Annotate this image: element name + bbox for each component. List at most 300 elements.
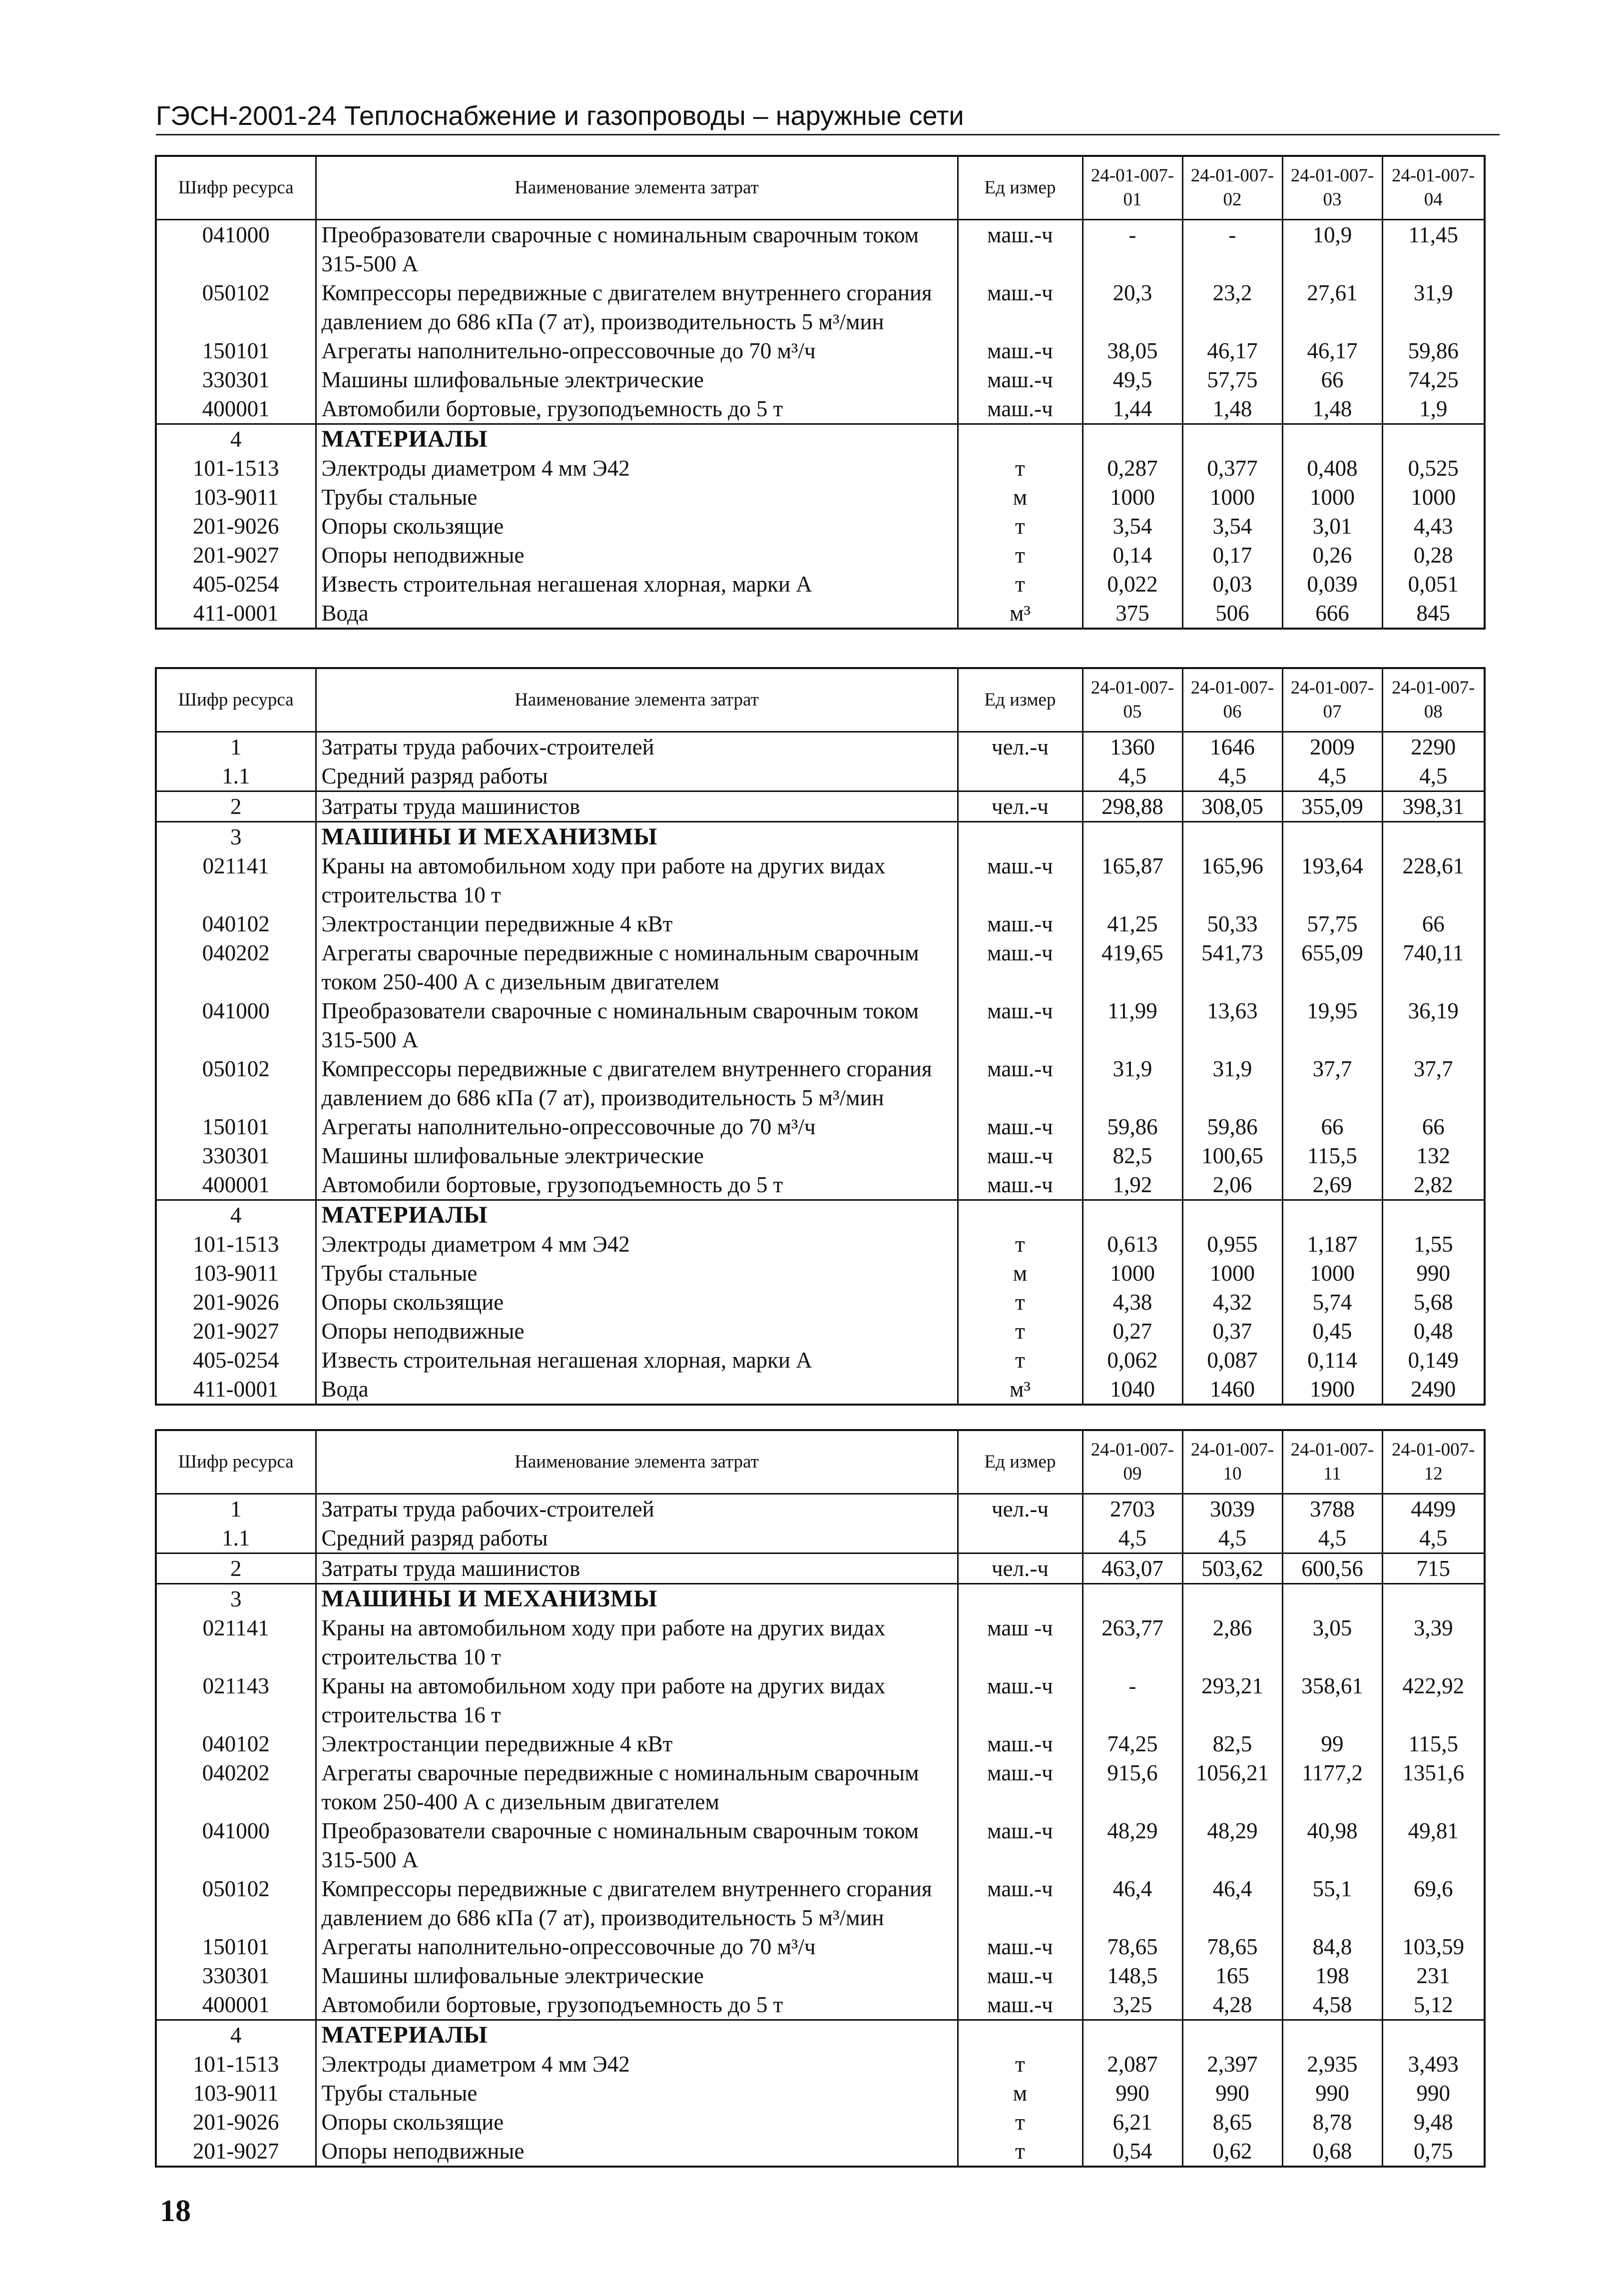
value-cell: [1282, 424, 1382, 454]
value-cell: 40,98: [1282, 1816, 1382, 1874]
value-cell: [1182, 822, 1282, 852]
table-row: [156, 1112, 1485, 1141]
value-cell: 165,96: [1182, 851, 1282, 909]
value-cell: 74,25: [1382, 365, 1485, 394]
resource-code: 201-9026: [156, 2108, 316, 2137]
table-row: [156, 1671, 1485, 1729]
value-cell: 298,88: [1083, 791, 1182, 822]
table-row: [156, 1288, 1485, 1317]
header-norm-code: 24-01-007-12: [1382, 1430, 1485, 1494]
table-row: [156, 336, 1485, 365]
value-cell: 0,28: [1382, 541, 1485, 570]
resource-code: 400001: [156, 394, 316, 424]
resource-name: Автомобили бортовые, грузоподъемность до 5 т: [316, 1170, 958, 1200]
value-cell: 27,61: [1282, 278, 1382, 336]
resource-code: 2: [156, 791, 316, 822]
value-cell: 0,48: [1382, 1317, 1485, 1346]
resource-name: Агрегаты наполнительно-опрессовочные до 70 м³/ч: [316, 336, 958, 365]
table-header-row: [156, 156, 1485, 220]
table-row: [156, 541, 1485, 570]
resource-code: 4: [156, 2020, 316, 2050]
value-cell: 0,149: [1382, 1346, 1485, 1375]
value-cell: 193,64: [1282, 851, 1382, 909]
table-row: [156, 1230, 1485, 1259]
unit-cell: чел.-ч: [958, 791, 1083, 822]
value-cell: 1000: [1083, 1259, 1182, 1288]
value-cell: 4,5: [1282, 1524, 1382, 1553]
value-cell: 1351,6: [1382, 1758, 1485, 1816]
resource-name: Компрессоры передвижные с двигателем внутреннего сгорания давлением до 686 кПа (7 ат), производительность 5 м³/мин: [316, 1874, 958, 1932]
resource-name: Трубы стальные: [316, 1259, 958, 1288]
unit-cell: маш.-ч: [958, 996, 1083, 1054]
value-cell: [1382, 1584, 1485, 1614]
value-cell: 398,31: [1382, 791, 1485, 822]
value-cell: 308,05: [1182, 791, 1282, 822]
value-cell: 4,5: [1182, 762, 1282, 791]
table-row: [156, 1346, 1485, 1375]
value-cell: 115,5: [1382, 1729, 1485, 1758]
value-cell: 66: [1282, 365, 1382, 394]
table-row: [156, 365, 1485, 394]
table-row: [156, 996, 1485, 1054]
unit-cell: м: [958, 483, 1083, 512]
table-row: [156, 1816, 1485, 1874]
table-row: [156, 1613, 1485, 1671]
value-cell: 0,75: [1382, 2137, 1485, 2167]
value-cell: 0,051: [1382, 570, 1485, 599]
resource-code: 021141: [156, 851, 316, 909]
unit-cell: т: [958, 2050, 1083, 2079]
section-title: МАШИНЫ И МЕХАНИЗМЫ: [316, 1584, 958, 1614]
value-cell: 6,21: [1083, 2108, 1182, 2137]
unit-cell: [958, 2020, 1083, 2050]
value-cell: 2,82: [1382, 1170, 1485, 1200]
value-cell: 9,48: [1382, 2108, 1485, 2137]
value-cell: 740,11: [1382, 938, 1485, 996]
resource-name: Агрегаты наполнительно-опрессовочные до 70 м³/ч: [316, 1112, 958, 1141]
table-row: [156, 512, 1485, 541]
value-cell: 0,14: [1083, 541, 1182, 570]
value-cell: 1360: [1083, 732, 1182, 762]
value-cell: 541,73: [1182, 938, 1282, 996]
value-cell: 2,86: [1182, 1613, 1282, 1671]
table-row: [156, 1932, 1485, 1961]
resource-name: Автомобили бортовые, грузоподъемность до 5 т: [316, 1990, 958, 2020]
value-cell: 1,92: [1083, 1170, 1182, 1200]
unit-cell: маш.-ч: [958, 1961, 1083, 1990]
table-row: [156, 454, 1485, 483]
value-cell: 375: [1083, 599, 1182, 629]
unit-cell: м: [958, 2079, 1083, 2108]
resource-code: 041000: [156, 1816, 316, 1874]
value-cell: 4,32: [1182, 1288, 1282, 1317]
value-cell: 5,68: [1382, 1288, 1485, 1317]
value-cell: 419,65: [1083, 938, 1182, 996]
resource-code: 041000: [156, 220, 316, 279]
page-header: ГЭСН-2001-24 Теплоснабжение и газопроводы – наружные сети: [156, 101, 964, 131]
table-row: [156, 762, 1485, 791]
header-rule: [156, 134, 1500, 135]
value-cell: 0,062: [1083, 1346, 1182, 1375]
norm-table-3: [155, 1429, 1486, 2168]
unit-cell: маш.-ч: [958, 278, 1083, 336]
value-cell: 198: [1282, 1961, 1382, 1990]
resource-code: 101-1513: [156, 454, 316, 483]
resource-code: 330301: [156, 1141, 316, 1170]
value-cell: 0,17: [1182, 541, 1282, 570]
resource-code: 400001: [156, 1990, 316, 2020]
value-cell: 78,65: [1182, 1932, 1282, 1961]
value-cell: 66: [1382, 1112, 1485, 1141]
resource-name: Затраты труда рабочих-строителей: [316, 1494, 958, 1524]
value-cell: 506: [1182, 599, 1282, 629]
resource-code: 150101: [156, 1112, 316, 1141]
value-cell: 3,54: [1083, 512, 1182, 541]
unit-cell: маш.-ч: [958, 1874, 1083, 1932]
resource-name: Затраты труда машинистов: [316, 791, 958, 822]
value-cell: 57,75: [1182, 365, 1282, 394]
resource-name: Агрегаты наполнительно-опрессовочные до 70 м³/ч: [316, 1932, 958, 1961]
resource-code: 1: [156, 732, 316, 762]
table-row: [156, 220, 1485, 279]
resource-name: Электроды диаметром 4 мм Э42: [316, 1230, 958, 1259]
value-cell: 0,26: [1282, 541, 1382, 570]
value-cell: 49,81: [1382, 1816, 1485, 1874]
value-cell: 0,955: [1182, 1230, 1282, 1259]
table-row: [156, 2137, 1485, 2167]
resource-name: Электростанции передвижные 4 кВт: [316, 909, 958, 938]
header-unit: Ед измер: [958, 1430, 1083, 1494]
value-cell: 49,5: [1083, 365, 1182, 394]
resource-code: 041000: [156, 996, 316, 1054]
value-cell: 59,86: [1182, 1112, 1282, 1141]
value-cell: 3,39: [1382, 1613, 1485, 1671]
value-cell: [1083, 822, 1182, 852]
resource-name: Агрегаты сварочные передвижные с номинальным сварочным током 250-400 А с дизельным двигателем: [316, 938, 958, 996]
value-cell: 0,287: [1083, 454, 1182, 483]
resource-code: 103-9011: [156, 1259, 316, 1288]
value-cell: 66: [1282, 1112, 1382, 1141]
resource-code: 021141: [156, 1613, 316, 1671]
value-cell: 66: [1382, 909, 1485, 938]
value-cell: 1460: [1182, 1375, 1282, 1405]
value-cell: 228,61: [1382, 851, 1485, 909]
value-cell: 69,6: [1382, 1874, 1485, 1932]
value-cell: 55,1: [1282, 1874, 1382, 1932]
unit-cell: т: [958, 1230, 1083, 1259]
resource-code: 150101: [156, 336, 316, 365]
value-cell: 0,039: [1282, 570, 1382, 599]
unit-cell: маш.-ч: [958, 365, 1083, 394]
unit-cell: т: [958, 1317, 1083, 1346]
value-cell: 845: [1382, 599, 1485, 629]
resource-name: Краны на автомобильном ходу при работе на других видах строительства 16 т: [316, 1671, 958, 1729]
resource-name: Машины шлифовальные электрические: [316, 365, 958, 394]
unit-cell: [958, 424, 1083, 454]
table-header-row: [156, 1430, 1485, 1494]
unit-cell: маш.-ч: [958, 1990, 1083, 2020]
unit-cell: маш.-ч: [958, 938, 1083, 996]
table-row: [156, 909, 1485, 938]
value-cell: 3,01: [1282, 512, 1382, 541]
value-cell: 4,5: [1382, 762, 1485, 791]
value-cell: 4,5: [1382, 1524, 1485, 1553]
table-row: [156, 599, 1485, 629]
resource-name: Затраты труда машинистов: [316, 1553, 958, 1584]
resource-name: Преобразователи сварочные с номинальным сварочным током 315-500 А: [316, 1816, 958, 1874]
resource-code: 201-9027: [156, 1317, 316, 1346]
resource-code: 330301: [156, 1961, 316, 1990]
value-cell: 1646: [1182, 732, 1282, 762]
resource-name: Компрессоры передвижные с двигателем внутреннего сгорания давлением до 686 кПа (7 ат), производительность 5 м³/мин: [316, 1054, 958, 1112]
norm-table-1: [155, 155, 1486, 630]
value-cell: [1083, 1584, 1182, 1614]
value-cell: 990: [1182, 2079, 1282, 2108]
resource-code: 201-9026: [156, 512, 316, 541]
table-row: [156, 938, 1485, 996]
value-cell: 293,21: [1182, 1671, 1282, 1729]
resource-name: Преобразователи сварочные с номинальным сварочным током 315-500 А: [316, 996, 958, 1054]
table-row: [156, 2108, 1485, 2137]
table-row: [156, 1141, 1485, 1170]
resource-name: Трубы стальные: [316, 2079, 958, 2108]
value-cell: 0,087: [1182, 1346, 1282, 1375]
resource-name: Опоры неподвижные: [316, 541, 958, 570]
unit-cell: маш.-ч: [958, 1758, 1083, 1816]
header-norm-code: 24-01-007-06: [1182, 668, 1282, 732]
header-norm-code: 24-01-007-02: [1182, 156, 1282, 220]
resource-code: 101-1513: [156, 2050, 316, 2079]
resource-code: 021143: [156, 1671, 316, 1729]
resource-code: 040202: [156, 938, 316, 996]
resource-name: Краны на автомобильном ходу при работе на других видах строительства 10 т: [316, 851, 958, 909]
resource-name: Средний разряд работы: [316, 762, 958, 791]
value-cell: -: [1182, 220, 1282, 279]
value-cell: 2,087: [1083, 2050, 1182, 2079]
unit-cell: т: [958, 454, 1083, 483]
value-cell: 4,5: [1182, 1524, 1282, 1553]
value-cell: [1282, 822, 1382, 852]
value-cell: [1182, 424, 1282, 454]
value-cell: 41,25: [1083, 909, 1182, 938]
value-cell: 4,43: [1382, 512, 1485, 541]
table-row: [156, 570, 1485, 599]
value-cell: 37,7: [1382, 1054, 1485, 1112]
value-cell: 59,86: [1083, 1112, 1182, 1141]
table-row: [156, 1961, 1485, 1990]
table-row: [156, 1170, 1485, 1200]
value-cell: 23,2: [1182, 278, 1282, 336]
resource-name: Электростанции передвижные 4 кВт: [316, 1729, 958, 1758]
resource-code: 040102: [156, 909, 316, 938]
section-title: МАШИНЫ И МЕХАНИЗМЫ: [316, 822, 958, 852]
value-cell: 3,493: [1382, 2050, 1485, 2079]
value-cell: 3,54: [1182, 512, 1282, 541]
value-cell: 50,33: [1182, 909, 1282, 938]
value-cell: 2009: [1282, 732, 1382, 762]
resource-name: Опоры скользящие: [316, 512, 958, 541]
table-row: [156, 1874, 1485, 1932]
value-cell: 31,9: [1382, 278, 1485, 336]
header-norm-code: 24-01-007-08: [1382, 668, 1485, 732]
resource-code: 050102: [156, 1874, 316, 1932]
value-cell: [1382, 1200, 1485, 1230]
value-cell: 48,29: [1182, 1816, 1282, 1874]
value-cell: 5,12: [1382, 1990, 1485, 2020]
value-cell: 0,525: [1382, 454, 1485, 483]
value-cell: 0,27: [1083, 1317, 1182, 1346]
resource-name: Агрегаты сварочные передвижные с номинальным сварочным током 250-400 А с дизельным двигателем: [316, 1758, 958, 1816]
section-row: [156, 2020, 1485, 2050]
table-row: [156, 1729, 1485, 1758]
value-cell: 0,54: [1083, 2137, 1182, 2167]
value-cell: [1382, 2020, 1485, 2050]
value-cell: 990: [1282, 2079, 1382, 2108]
value-cell: 0,45: [1282, 1317, 1382, 1346]
header-unit: Ед измер: [958, 668, 1083, 732]
value-cell: [1083, 424, 1182, 454]
unit-cell: [958, 1584, 1083, 1614]
header-code: Шифр ресурса: [156, 156, 316, 220]
value-cell: 10,9: [1282, 220, 1382, 279]
value-cell: 82,5: [1083, 1141, 1182, 1170]
value-cell: 0,408: [1282, 454, 1382, 483]
section-title: МАТЕРИАЛЫ: [316, 424, 958, 454]
value-cell: 4,38: [1083, 1288, 1182, 1317]
header-code: Шифр ресурса: [156, 1430, 316, 1494]
value-cell: 355,09: [1282, 791, 1382, 822]
header-code: Шифр ресурса: [156, 668, 316, 732]
resource-name: Опоры неподвижные: [316, 2137, 958, 2167]
value-cell: 0,613: [1083, 1230, 1182, 1259]
table-header-row: [156, 668, 1485, 732]
unit-cell: т: [958, 512, 1083, 541]
value-cell: -: [1083, 1671, 1182, 1729]
header-norm-code: 24-01-007-05: [1083, 668, 1182, 732]
unit-cell: маш.-ч: [958, 220, 1083, 279]
value-cell: 5,74: [1282, 1288, 1382, 1317]
resource-code: 201-9027: [156, 541, 316, 570]
unit-cell: маш.-ч: [958, 1141, 1083, 1170]
value-cell: 0,377: [1182, 454, 1282, 483]
table-row: [156, 1524, 1485, 1553]
norm-table-2: [155, 667, 1486, 1406]
resource-name: Машины шлифовальные электрические: [316, 1961, 958, 1990]
table-row: [156, 2050, 1485, 2079]
value-cell: 4,5: [1083, 762, 1182, 791]
unit-cell: маш.-ч: [958, 1054, 1083, 1112]
table-row: [156, 2079, 1485, 2108]
resource-name: Компрессоры передвижные с двигателем внутреннего сгорания давлением до 686 кПа (7 ат), производительность 5 м³/мин: [316, 278, 958, 336]
unit-cell: чел.-ч: [958, 1494, 1083, 1524]
header-norm-code: 24-01-007-10: [1182, 1430, 1282, 1494]
section-row: [156, 822, 1485, 852]
resource-name: Известь строительная негашеная хлорная, марки А: [316, 570, 958, 599]
value-cell: 103,59: [1382, 1932, 1485, 1961]
resource-name: Машины шлифовальные электрические: [316, 1141, 958, 1170]
table-row: [156, 1054, 1485, 1112]
resource-code: 201-9026: [156, 1288, 316, 1317]
value-cell: 8,65: [1182, 2108, 1282, 2137]
value-cell: 4499: [1382, 1494, 1485, 1524]
value-cell: 1040: [1083, 1375, 1182, 1405]
header-norm-code: 24-01-007-01: [1083, 156, 1182, 220]
value-cell: 503,62: [1182, 1553, 1282, 1584]
value-cell: 0,37: [1182, 1317, 1282, 1346]
resource-name: Средний разряд работы: [316, 1524, 958, 1553]
value-cell: 3,25: [1083, 1990, 1182, 2020]
value-cell: 46,4: [1083, 1874, 1182, 1932]
table-row: [156, 394, 1485, 424]
header-name: Наименование элемента затрат: [316, 1430, 958, 1494]
header-unit: Ед измер: [958, 156, 1083, 220]
value-cell: 915,6: [1083, 1758, 1182, 1816]
value-cell: 2290: [1382, 732, 1485, 762]
value-cell: 115,5: [1282, 1141, 1382, 1170]
table-row: [156, 791, 1485, 822]
value-cell: 422,92: [1382, 1671, 1485, 1729]
resource-code: 103-9011: [156, 483, 316, 512]
table-row: [156, 278, 1485, 336]
value-cell: 165: [1182, 1961, 1282, 1990]
section-title: МАТЕРИАЛЫ: [316, 1200, 958, 1230]
resource-code: 411-0001: [156, 1375, 316, 1405]
resource-code: 150101: [156, 1932, 316, 1961]
value-cell: 1000: [1182, 1259, 1282, 1288]
value-cell: 990: [1382, 1259, 1485, 1288]
resource-code: 3: [156, 822, 316, 852]
resource-code: 1.1: [156, 762, 316, 791]
value-cell: 1,187: [1282, 1230, 1382, 1259]
unit-cell: маш.-ч: [958, 1816, 1083, 1874]
resource-name: Известь строительная негашеная хлорная, марки А: [316, 1346, 958, 1375]
value-cell: 11,45: [1382, 220, 1485, 279]
value-cell: [1083, 2020, 1182, 2050]
value-cell: 2703: [1083, 1494, 1182, 1524]
value-cell: 990: [1083, 2079, 1182, 2108]
value-cell: 1,44: [1083, 394, 1182, 424]
section-row: [156, 424, 1485, 454]
value-cell: [1282, 1200, 1382, 1230]
value-cell: 2,935: [1282, 2050, 1382, 2079]
value-cell: 46,17: [1182, 336, 1282, 365]
value-cell: 46,4: [1182, 1874, 1282, 1932]
value-cell: 2490: [1382, 1375, 1485, 1405]
table-row: [156, 1375, 1485, 1405]
value-cell: 38,05: [1083, 336, 1182, 365]
value-cell: 100,65: [1182, 1141, 1282, 1170]
value-cell: [1083, 1200, 1182, 1230]
resource-code: 040202: [156, 1758, 316, 1816]
header-norm-code: 24-01-007-11: [1282, 1430, 1382, 1494]
value-cell: 11,99: [1083, 996, 1182, 1054]
value-cell: 1177,2: [1282, 1758, 1382, 1816]
value-cell: 1,48: [1282, 394, 1382, 424]
value-cell: 31,9: [1083, 1054, 1182, 1112]
unit-cell: [958, 1200, 1083, 1230]
value-cell: 1000: [1382, 483, 1485, 512]
resource-code: 2: [156, 1553, 316, 1584]
section-title: МАТЕРИАЛЫ: [316, 2020, 958, 2050]
table-row: [156, 1494, 1485, 1524]
unit-cell: [958, 822, 1083, 852]
resource-name: Автомобили бортовые, грузоподъемность до 5 т: [316, 394, 958, 424]
value-cell: 48,29: [1083, 1816, 1182, 1874]
value-cell: 84,8: [1282, 1932, 1382, 1961]
unit-cell: маш.-ч: [958, 1170, 1083, 1200]
value-cell: 57,75: [1282, 909, 1382, 938]
unit-cell: маш.-ч: [958, 1112, 1083, 1141]
